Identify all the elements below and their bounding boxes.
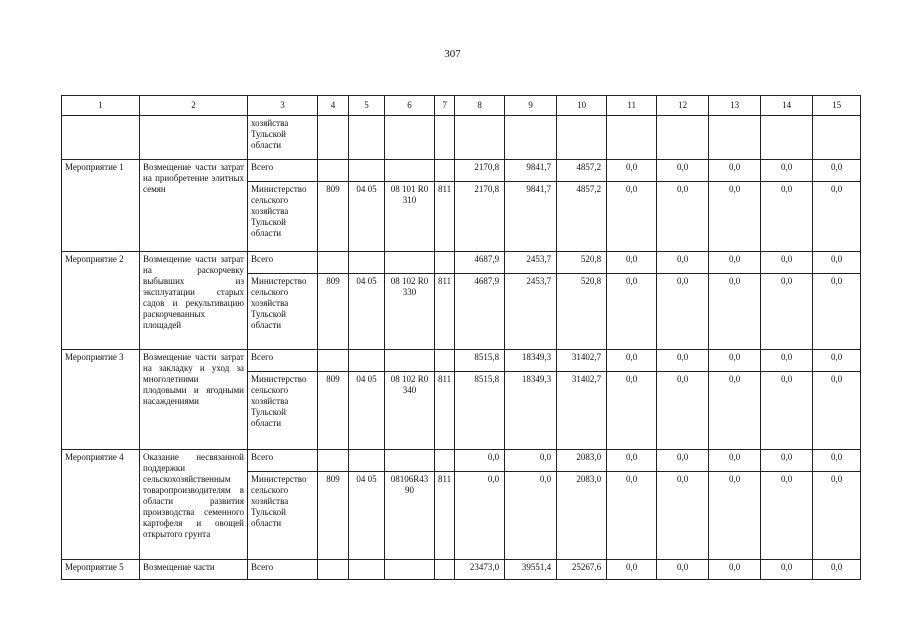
code-type-cell — [435, 450, 455, 472]
code-section-cell: 04 05 — [349, 472, 385, 560]
amount-cell: 0,0 — [709, 252, 761, 274]
column-header: 8 — [455, 96, 505, 116]
column-header: 7 — [435, 96, 455, 116]
code-grbs-cell — [318, 252, 349, 274]
code-grbs-cell: 809 — [318, 372, 349, 450]
amount-cell: 39551,4 — [505, 560, 557, 580]
amount-cell: 0,0 — [657, 274, 709, 350]
column-header: 1 — [62, 96, 140, 116]
amount-cell: 0,0 — [813, 350, 861, 372]
measure-description: Оказание несвязанной поддержки сельскохозяйственным товаропроизводителям в области развития производства семенного картофеля и овощей открытого грунта — [140, 450, 248, 560]
amount-cell: 0,0 — [761, 350, 813, 372]
code-type-cell: 811 — [435, 182, 455, 252]
code-section-cell: 04 05 — [349, 274, 385, 350]
amount-cell: 0,0 — [761, 274, 813, 350]
executor-cell: Министерство сельского хозяйства Тульской области — [248, 274, 318, 350]
code-grbs-cell: 809 — [318, 274, 349, 350]
table-row — [62, 450, 861, 472]
amount-cell: 0,0 — [761, 560, 813, 580]
column-header: 3 — [248, 96, 318, 116]
column-header: 14 — [761, 96, 813, 116]
amount-cell: 2083,0 — [557, 450, 607, 472]
amount-cell: 0,0 — [761, 182, 813, 252]
amount-cell: 0,0 — [813, 274, 861, 350]
executor-cell: Всего — [248, 350, 318, 372]
amount-cell: 0,0 — [607, 372, 657, 450]
amount-cell: 0,0 — [813, 160, 861, 182]
column-header: 6 — [385, 96, 435, 116]
amount-cell: 4687,9 — [455, 252, 505, 274]
amount-cell: 0,0 — [455, 450, 505, 472]
measure-label: Мероприятие 1 — [62, 160, 140, 252]
amount-cell: 0,0 — [813, 560, 861, 580]
measure-description: Возмещение части затрат на приобретение элитных семян — [140, 160, 248, 252]
amount-cell: 0,0 — [607, 274, 657, 350]
code-type-cell — [435, 560, 455, 580]
column-header: 9 — [505, 96, 557, 116]
code-type-cell: 811 — [435, 274, 455, 350]
amount-cell: 25267,6 — [557, 560, 607, 580]
amount-cell: 8515,8 — [455, 350, 505, 372]
table-row — [62, 252, 861, 274]
code-grbs-cell: 809 — [318, 472, 349, 560]
code-target-cell: 08 102 R0 330 — [385, 274, 435, 350]
code-section-cell — [349, 350, 385, 372]
amount-cell: 0,0 — [607, 472, 657, 560]
amount-cell: 0,0 — [607, 252, 657, 274]
amount-cell: 0,0 — [709, 372, 761, 450]
amount-cell: 0,0 — [761, 252, 813, 274]
amount-cell: 2453,7 — [505, 252, 557, 274]
code-section-cell: 04 05 — [349, 182, 385, 252]
page-number: 307 — [444, 48, 461, 60]
amount-cell: 0,0 — [607, 182, 657, 252]
amount-cell: 4857,2 — [557, 160, 607, 182]
column-header: 12 — [657, 96, 709, 116]
code-target-cell — [385, 350, 435, 372]
code-target-cell — [385, 252, 435, 274]
code-grbs-cell: 809 — [318, 182, 349, 252]
amount-cell: 0,0 — [813, 372, 861, 450]
amount-cell: 0,0 — [813, 182, 861, 252]
amount-cell: 8515,8 — [455, 372, 505, 450]
amount-cell: 0,0 — [761, 372, 813, 450]
amount-cell: 0,0 — [709, 274, 761, 350]
table-row — [62, 160, 861, 182]
amount-cell: 520,8 — [557, 252, 607, 274]
executor-cell: Всего — [248, 560, 318, 580]
code-grbs-cell — [318, 560, 349, 580]
measure-label: Мероприятие 3 — [62, 350, 140, 450]
amount-cell: 0,0 — [505, 472, 557, 560]
amount-cell: 0,0 — [505, 450, 557, 472]
measure-description: Возмещение части — [140, 560, 248, 580]
code-grbs-cell — [318, 160, 349, 182]
amount-cell: 4687,9 — [455, 274, 505, 350]
carry-over-row — [62, 116, 861, 160]
table-row — [62, 350, 861, 372]
amount-cell: 0,0 — [709, 450, 761, 472]
amount-cell: 0,0 — [455, 472, 505, 560]
column-header: 10 — [557, 96, 607, 116]
executor-cell: Министерство сельского хозяйства Тульской области — [248, 472, 318, 560]
code-target-cell: 08 101 R0 310 — [385, 182, 435, 252]
code-type-cell: 811 — [435, 372, 455, 450]
amount-cell: 520,8 — [557, 274, 607, 350]
amount-cell: 0,0 — [657, 560, 709, 580]
column-header: 5 — [349, 96, 385, 116]
amount-cell: 9841,7 — [505, 182, 557, 252]
amount-cell: 2453,7 — [505, 274, 557, 350]
executor-cell: Министерство сельского хозяйства Тульской области — [248, 372, 318, 450]
measure-label: Мероприятие 2 — [62, 252, 140, 350]
amount-cell: 9841,7 — [505, 160, 557, 182]
code-grbs-cell — [318, 450, 349, 472]
code-type-cell — [435, 252, 455, 274]
amount-cell: 0,0 — [813, 472, 861, 560]
amount-cell: 0,0 — [607, 350, 657, 372]
code-section-cell — [349, 450, 385, 472]
amount-cell: 23473,0 — [455, 560, 505, 580]
code-target-cell — [385, 160, 435, 182]
amount-cell: 0,0 — [607, 450, 657, 472]
amount-cell: 31402,7 — [557, 350, 607, 372]
amount-cell: 0,0 — [761, 160, 813, 182]
code-type-cell — [435, 350, 455, 372]
executor-cell: хозяйства Тульской области — [248, 116, 318, 160]
amount-cell: 0,0 — [657, 160, 709, 182]
executor-cell: Всего — [248, 160, 318, 182]
code-type-cell: 811 — [435, 472, 455, 560]
amount-cell: 0,0 — [657, 350, 709, 372]
amount-cell: 0,0 — [813, 252, 861, 274]
column-header: 15 — [813, 96, 861, 116]
amount-cell: 0,0 — [607, 560, 657, 580]
code-type-cell — [435, 160, 455, 182]
column-header: 13 — [709, 96, 761, 116]
amount-cell: 0,0 — [657, 472, 709, 560]
amount-cell: 0,0 — [657, 372, 709, 450]
amount-cell: 2083,0 — [557, 472, 607, 560]
code-section-cell — [349, 160, 385, 182]
code-target-cell — [385, 450, 435, 472]
amount-cell: 0,0 — [607, 160, 657, 182]
amount-cell: 0,0 — [813, 450, 861, 472]
amount-cell: 0,0 — [761, 450, 813, 472]
amount-cell: 0,0 — [657, 182, 709, 252]
amount-cell: 0,0 — [709, 472, 761, 560]
column-header: 2 — [140, 96, 248, 116]
code-target-cell — [385, 560, 435, 580]
column-header-row — [62, 96, 861, 116]
amount-cell: 18349,3 — [505, 350, 557, 372]
executor-cell: Всего — [248, 252, 318, 274]
measure-label: Мероприятие 4 — [62, 450, 140, 560]
amount-cell: 18349,3 — [505, 372, 557, 450]
code-grbs-cell — [318, 350, 349, 372]
amount-cell: 0,0 — [761, 472, 813, 560]
measure-description: Возмещение части затрат на раскорчевку выбывших из эксплуатации старых садов и рекультивацию раскорчеванных площадей — [140, 252, 248, 350]
amount-cell: 31402,7 — [557, 372, 607, 450]
measure-description: Возмещение части затрат на закладку и уход за многолетними плодовыми и ягодными насаждениями — [140, 350, 248, 450]
executor-cell: Министерство сельского хозяйства Тульской области — [248, 182, 318, 252]
amount-cell: 0,0 — [709, 182, 761, 252]
amount-cell: 0,0 — [709, 160, 761, 182]
measure-label: Мероприятие 5 — [62, 560, 140, 580]
table-row — [62, 560, 861, 580]
budget-table — [61, 95, 861, 580]
amount-cell: 2170,8 — [455, 160, 505, 182]
executor-cell: Всего — [248, 450, 318, 472]
code-target-cell: 08 102 R0 340 — [385, 372, 435, 450]
column-header: 11 — [607, 96, 657, 116]
code-target-cell: 08106R43 90 — [385, 472, 435, 560]
amount-cell: 4857,2 — [557, 182, 607, 252]
code-section-cell: 04 05 — [349, 372, 385, 450]
column-header: 4 — [318, 96, 349, 116]
amount-cell: 0,0 — [657, 252, 709, 274]
amount-cell: 0,0 — [709, 560, 761, 580]
code-section-cell — [349, 252, 385, 274]
amount-cell: 2170,8 — [455, 182, 505, 252]
amount-cell: 0,0 — [709, 350, 761, 372]
code-section-cell — [349, 560, 385, 580]
amount-cell: 0,0 — [657, 450, 709, 472]
